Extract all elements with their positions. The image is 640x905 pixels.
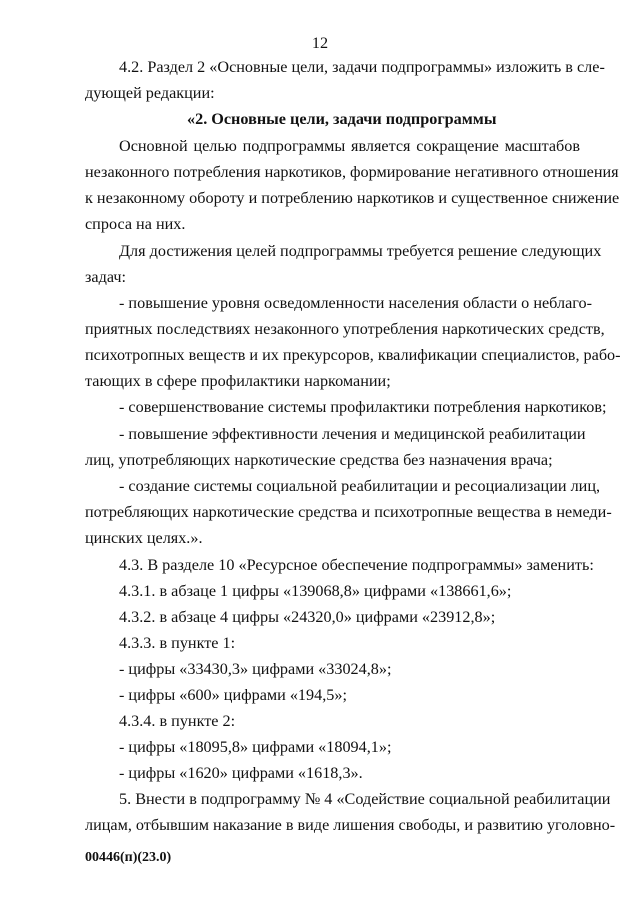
text-line: - цифры «600» цифрами «194,5»;: [119, 686, 347, 704]
text-line: лиц, употребляющих наркотические средства без назначения врача;: [85, 451, 553, 469]
section-heading: «2. Основные цели, задачи подпрограммы: [187, 110, 497, 128]
text-line: цинских целях.».: [85, 529, 203, 547]
text-line: тающих в сфере профилактики наркомании;: [85, 372, 391, 390]
text-line: - повышение эффективности лечения и медицинской реабилитации: [119, 425, 586, 443]
text-line: Для достижения целей подпрограммы требуется решение следующих: [119, 242, 602, 260]
text-line: Основной целью подпрограммы является сокращение масштабов: [119, 137, 580, 155]
text-line: лицам, отбывшим наказание в виде лишения свободы, и развитию уголовно-: [85, 816, 616, 834]
text-line: спроса на них.: [85, 215, 186, 233]
text-line: - цифры «18095,8» цифрами «18094,1»;: [119, 738, 392, 756]
text-line: 4.2. Раздел 2 «Основные цели, задачи подпрограммы» изложить в сле-: [119, 58, 605, 76]
text-line: 4.3.4. в пункте 2:: [119, 712, 236, 730]
text-line: к незаконному обороту и потреблению наркотиков и существенное снижение: [85, 189, 620, 207]
text-line: задач:: [85, 268, 126, 286]
text-line: - цифры «1620» цифрами «1618,3».: [119, 764, 363, 782]
text-line: потребляющих наркотические средства и психотропные вещества в немеди-: [85, 503, 612, 521]
document-code: 00446(п)(23.0): [85, 850, 172, 865]
text-line: 4.3.3. в пункте 1:: [119, 634, 236, 652]
text-line: психотропных веществ и их прекурсоров, квалификации специалистов, рабо-: [85, 346, 621, 364]
text-line: 4.3. В разделе 10 «Ресурсное обеспечение подпрограммы» заменить:: [119, 556, 594, 574]
text-line: 4.3.2. в абзаце 4 цифры «24320,0» цифрами «23912,8»;: [119, 608, 496, 626]
text-line: - цифры «33430,3» цифрами «33024,8»;: [119, 660, 392, 678]
page-number: 12: [311, 34, 329, 52]
text-line: 5. Внести в подпрограмму № 4 «Содействие социальной реабилитации: [119, 790, 611, 808]
text-line: - совершенствование системы профилактики потребления наркотиков;: [119, 398, 607, 416]
text-line: - создание системы социальной реабилитации и ресоциализации лиц,: [119, 477, 601, 495]
text-line: 4.3.1. в абзаце 1 цифры «139068,8» цифрами «138661,6»;: [119, 582, 512, 600]
text-line: дующей редакции:: [85, 84, 215, 102]
text-line: приятных последствиях незаконного употребления наркотических средств,: [85, 320, 605, 338]
text-line: незаконного потребления наркотиков, формирование негативного отношения: [85, 163, 619, 181]
text-line: - повышение уровня осведомленности населения области о неблаго-: [119, 294, 592, 312]
